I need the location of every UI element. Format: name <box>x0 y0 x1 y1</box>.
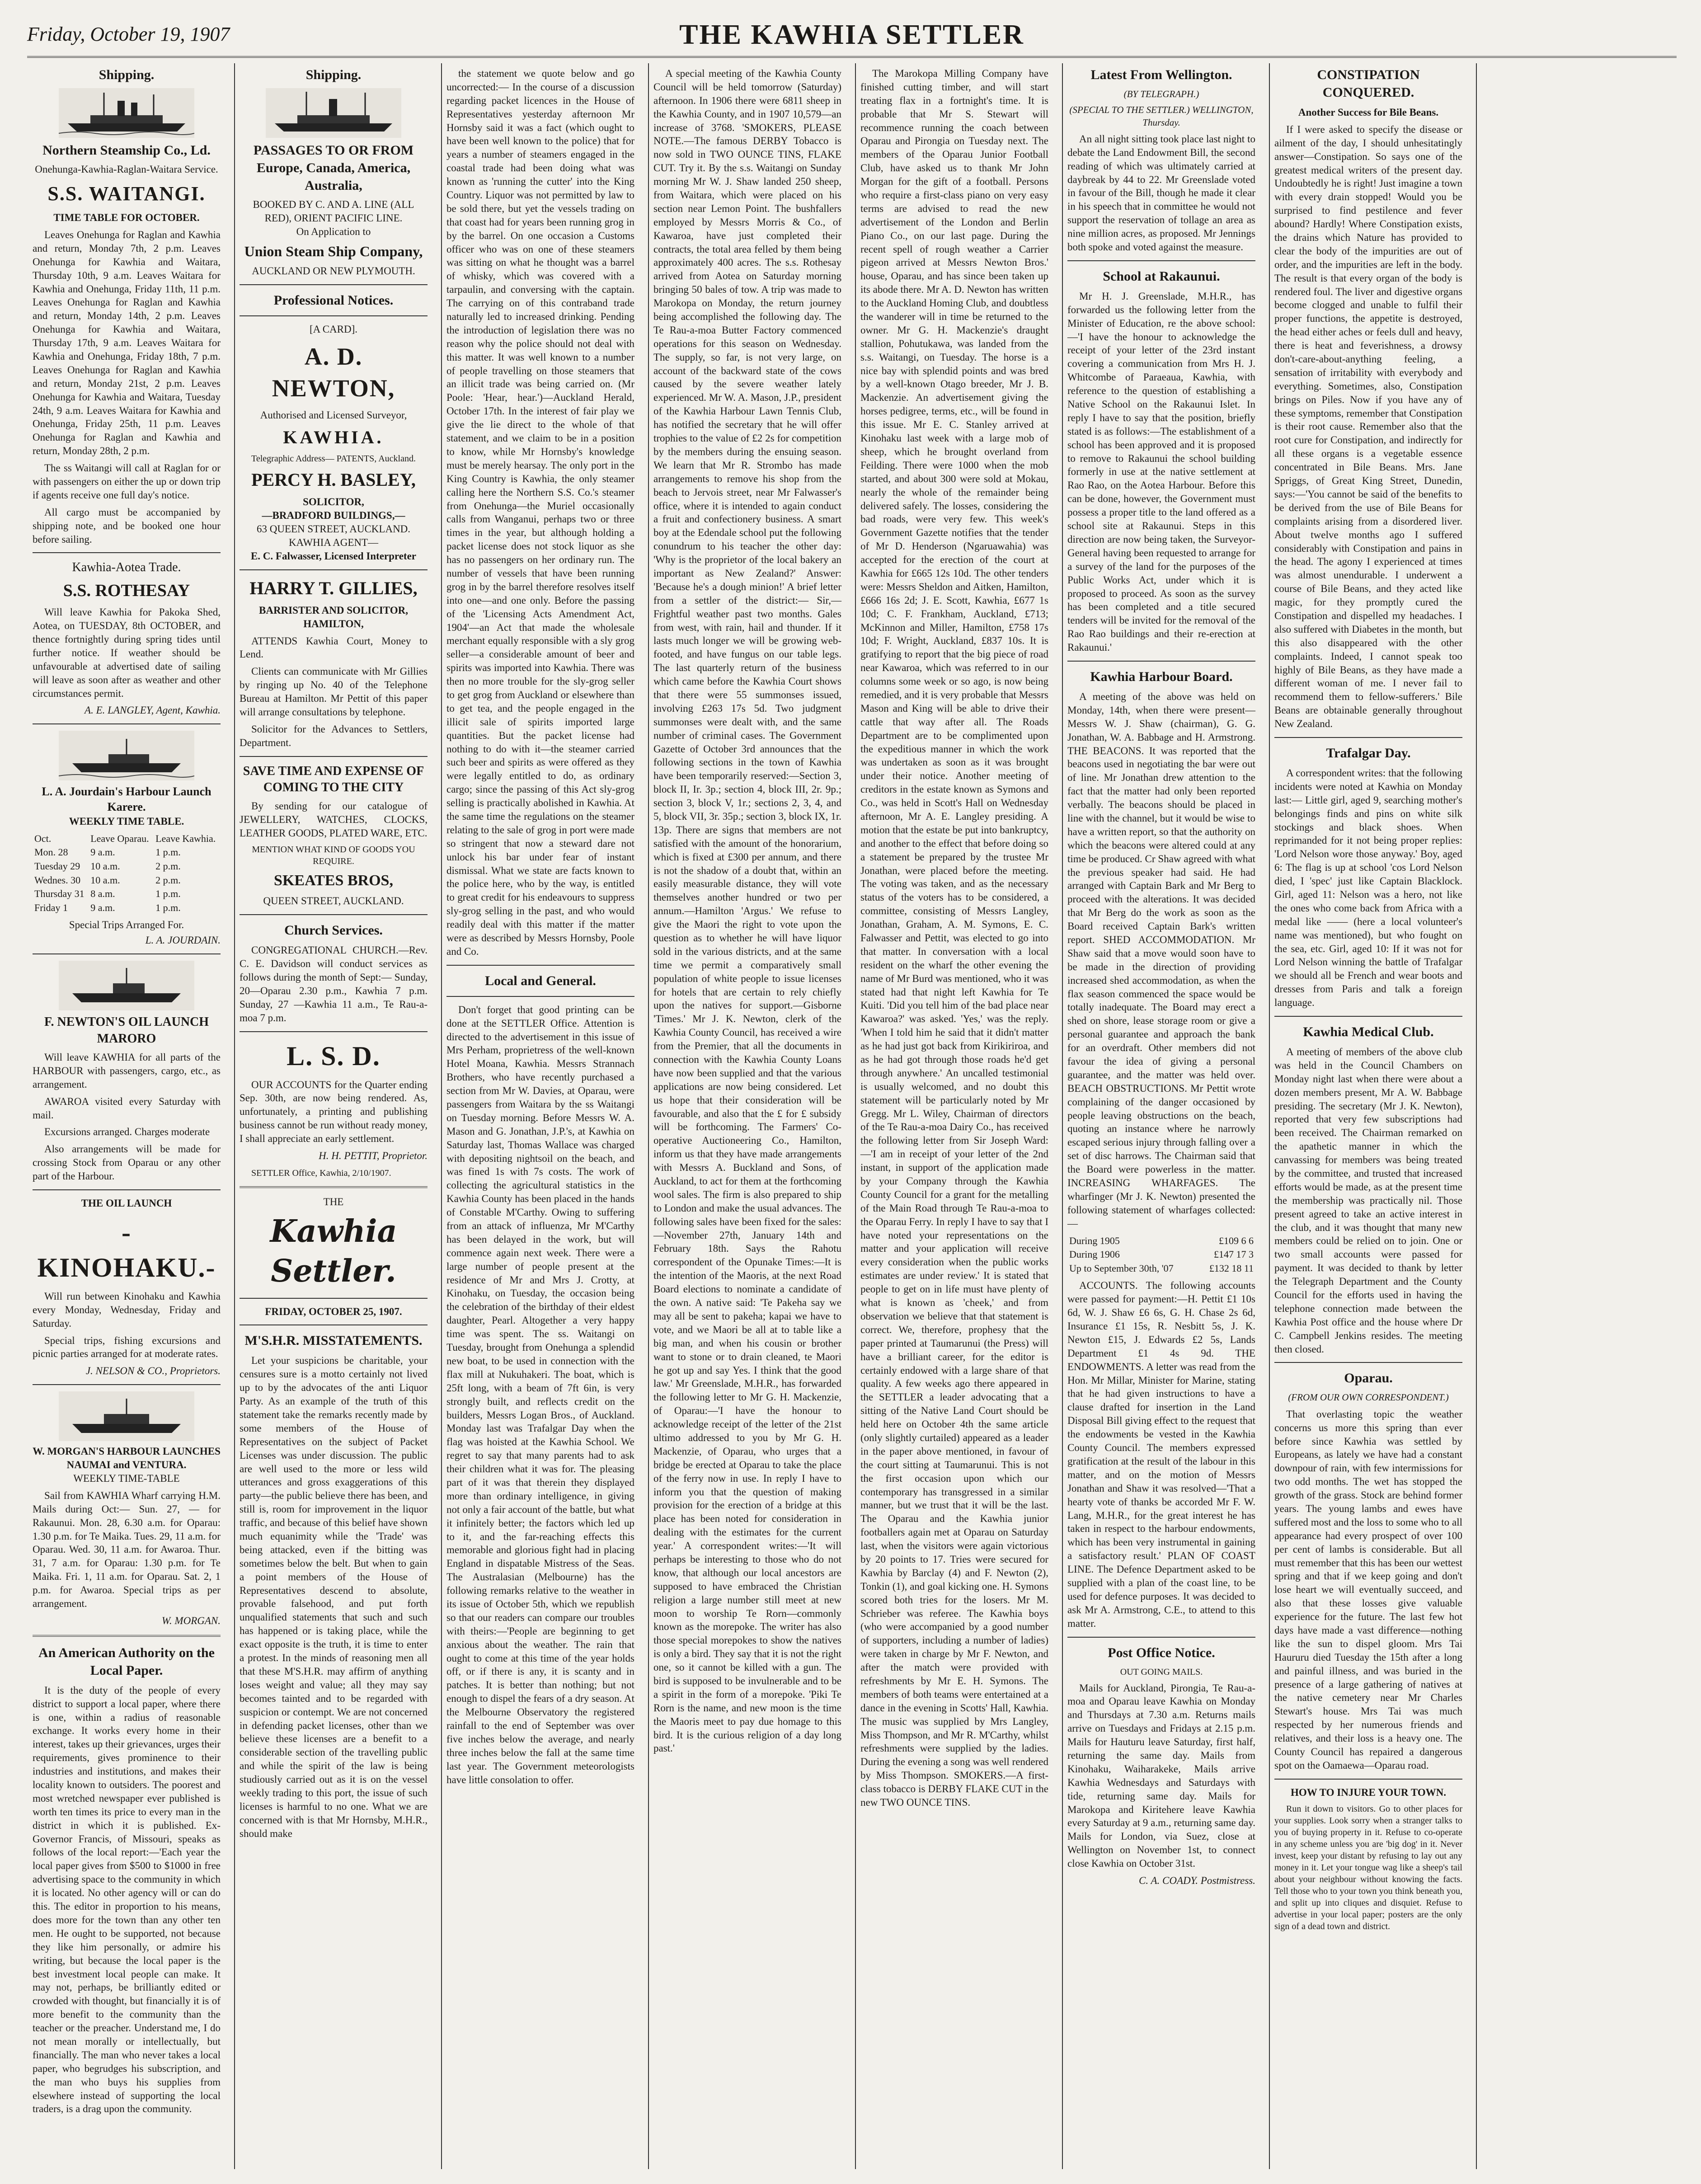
save-time-heading: SAVE TIME AND EXPENSE OF COMING TO THE CITY <box>243 764 424 795</box>
shipping-heading: Shipping. <box>99 67 155 82</box>
column-6 <box>1062 63 1261 2169</box>
kinohaku-text: Will run between Kinohaku and Kawhia every Monday, Wednesday, Friday and Saturday. <box>33 1290 221 1329</box>
local-news-text-2: The Marokopa Milling Company have finished cutting timber, and will start treating flax in a fortnight's time. It is probable that Mr S. Stewart will recommence running the coach between Oparau and Pirongia on Tuesday next. The members of the Oparau Junior Football Club, have asked us to thank Mr John Morgan for the gift of a football. Persons who require a first-class piano on very easy terms are advised to read the new advertisement of the London and Berlin Piano Co., on our last page. During the recent spell of rough weather a Carrier pigeon arrived at Messrs Newton Bros.' house, Oparau, and has since been taken up its abode there. Mr A. D. Newton has written to the Auckland Homing Club, and doubtless the wanderer will in time be returned to the owner. Mr G. H. Mackenzie's draught stallion, Pohutukawa, was landed from the s.s. Waitangi, on Tuesday. The horse is a nice bay with splendid points and was bred by a well-known Otago breeder, Mr J. B. Mackenzie. An advertisement giving the horses pedigree, terms, etc., will be found in this issue. Mr E. C. Stanley arrived at Kinohaku last week with a large mob of sheep, which he brought overland from Feilding. There were 1000 when the mob started, and about 300 were sold at Mokau, nearly the whole of the remainder being delivered safely. The losses, considering the bad roads, were very few. This week's Government Gazette notifies that the tender of Mr D. Henderson (Ngaruawahia) was accepted for the erection of the court at Kawhia for £665 12s 10d. The other tenders were: Messrs Sheldon and Aitken, Hamilton, £666 16s 2d; J. E. Scott, Kawhia, £677 1s 10d; C. F. Frankham, Auckland, £713; McKinnon and Miller, Hamilton, £758 17s 10d; F. Wright, Auckland, £837 10s. It is gratifying to report that the big piece of road near Kawaroa, which was referred to in our columns some week or so ago, is now being remedied, and it is very probable that Messrs Mason and King will be able to drive their cattle that way after all. The Roads Department are to be complimented upon the expeditious manner in which the work was undertaken as soon as it was brought under their notice. Another meeting of creditors in the estate known as Symons and Co., was held in Scott's Hall on Wednesday afternoon, Mr A. E. Langley presiding. A motion that the estate be put into bankruptcy, and another to the effect that before doing so a statement be prepared by the trustee Mr Jonathan, were placed before the meeting. The voting was taken, and as the necessary status of the voters has to be considered, a committee, consisting of Messrs Langley, Jonathan, Graham, A. M. Symons, E. C. Falwasser and Pettit, was elected to go into that matter. In conversation with a local resident on the wharf the other evening the name of Mr Burd was mentioned, who it was stated had that night left Kawhia for Te Kuiti. 'Did you tell him of the bad place near Kawaroa?' was asked. 'Yes,' was the reply. 'When I told him he said that it didn't matter as he had just got back from Kirikiriroa, and as he had got through those roads he'd get through anywhere.' An uncalled testimonial is usually welcomed, and no doubt this statement will be particularly noted by Mr Gregg. Mr L. Wiley, Chairman of directors of the Te Rau-a-moa Dairy Co., has received the following letter from Sir Joseph Ward:—'I am in receipt of your letter of the 2nd instant, in support of the application made by your Company through the Kawhia County Council for a grant for the metalling of the Main Road through Te Rau-a-moa to the Oparau Ferry. In reply I have to say that I have noted your representations on the matter and your application will receive every consideration when the public works estimates are under review.' It is stated that people to get on in life must have plenty of what is known as 'cheek,' and from observation we believe that that statement is correct. We, therefore, prophesy that the paper printed at Taumarunui (the Press) will have a brilliant career, for the editor is certainly endowed with a large share of that quality. A few weeks ago there appeared in the SETTLER a leader advocating that a sitting of the Native Land Court should be held here on October 4th the same article (only slightly curtailed) appeared as a leader in the paper above mentioned, in favour of the court sitting at Taumarunui. This is not the first occasion upon which our contemporary has transgressed in a similar manner, but we trust that it will be the last. The Oparau and the Kawhia junior footballers again met at Oparau on Saturday last, when the visitors were again victorious by 20 points to 17. Tries were secured for Kawhia by Barclay (4) and F. Newton (2), Tonkin (1), and goal kicking one. H. Symons scored both tries for the losers. Mr M. Schrieber was referee. The Kawhia boys (who were accompanied by a good number of supporters, including a number of ladies) were taken in charge by Mr F. Newton, and after the match were provided with refreshments by Mr E. H. Symons. The members of both teams were entertained at a dance in the evening in Scotts' Hall, Kawhia. The music was supplied by Mrs Langley, Miss Thompson, and Mr R. M'Carthy, whilst refreshments were supplied by the ladies. During the evening a song was well rendered by Miss Thompson. SMOKERS.—A first-class tobacco is DERBY FLAKE CUT in the new TWO OUNCE TINS. <box>860 68 1048 1808</box>
tt-cell: Wednes. 30 <box>34 874 81 886</box>
wharfage-cell: Up to September 30th, '07 <box>1069 1262 1174 1274</box>
trafalgar-text: A correspondent writes: that the following incidents were noted at Kawhia on Monday last:— Little girl, aged 9, searching mother's belongings finds and pins on white silk stockings and black shoes. When reprimanded for it not being proper replies: 'Lord Nelson wore those anyway.' Boy, aged 6: The flag is up at school 'cos Lord Nelson died, I 'spec' just like Captain Blacklock. Girl, aged 11: Nelson was a hero, not like the ones who come back from Africa with a medal like —— (here a local volunteer's name was mentioned), but who fought on the sea, etc. Girl, aged 10: If it was not for Lord Nelson winning the battle of Trafalgar we should all be French and wear boots and dresses from Paris and talk a foreign language. <box>1274 767 1462 1009</box>
steamship-icon <box>59 88 194 138</box>
clients-text: Clients can communicate with Mr Gillies by ringing up No. 40 of the Telephone Bureau at Hamilton. Mr Pettit of this paper will arrange consultations by telephone. <box>240 666 428 718</box>
church-heading: Church Services. <box>284 923 383 938</box>
hamilton-label: HAMILTON, <box>303 618 364 629</box>
tt-cell: Thursday 31 <box>34 888 85 900</box>
awaroa-note: AWAROA visited every Saturday with mail. <box>33 1095 221 1121</box>
outgoing-mails: OUT GOING MAILS. <box>1120 1667 1203 1677</box>
save-time-text: By sending for our catalogue of JEWELLERY, WATCHES, CLOCKS, LEATHER GOODS, PLATED WARE, ETC. <box>240 800 428 839</box>
medical-heading: Kawhia Medical Club. <box>1303 1024 1434 1039</box>
column-1 <box>27 63 226 2169</box>
pettit-signature: H. H. PETTIT, Proprietor. <box>319 1150 428 1161</box>
steamship-illustration-2 <box>266 88 401 138</box>
kinohaku-name: -KINOHAKU.- <box>37 1217 216 1282</box>
tt-cell: 9 a.m. <box>90 902 115 913</box>
wharfage-cell: £147 17 3 <box>1214 1249 1254 1260</box>
professional-heading: Professional Notices. <box>273 293 394 308</box>
tt-header: Oct. <box>34 832 52 844</box>
tt-cell: Friday 1 <box>34 902 68 913</box>
harbour-heading: Kawhia Harbour Board. <box>1090 669 1233 684</box>
solicitor-advances: Solicitor for the Advances to Settlers, Department. <box>240 723 428 748</box>
tt-cell: 8 a.m. <box>90 888 115 900</box>
card-label: [A CARD]. <box>309 324 358 335</box>
stock-note: Also arrangements will be made for crossing Stock from Oparau or any other part of the Harbour. <box>33 1143 221 1182</box>
union-location: AUCKLAND OR NEW PLYMOUTH. <box>252 265 415 277</box>
booked-line: BOOKED BY C. AND A. LINE (ALL RED), ORIENT PACIFIC LINE. <box>253 199 414 224</box>
masthead-title: THE KAWHIA SETTLER <box>679 19 1024 50</box>
tt-header: Leave Kawhia. <box>155 832 216 844</box>
launch-icon <box>59 731 194 780</box>
american-text: It is the duty of the people of every district to support a local paper, where there is one, within a radius of reasonable exchange. It works every home in their interest, takes up their grievances, urges their requirements, gives prominence to their industries and institutions, and makes their locality known to outsiders. The poorest and most wretched newspaper ever published is worth ten times its price to every man in the district in which it is published. Ex-Governor Francis, of Missouri, speaks as follows of the local report:—'Each year the local paper gives from $500 to $1000 in free advertising space to the community in which it is located. No other agency will or can do this. The editor in proportion to his means, does more for the town than any other ten men. He ought to be supported, not because they like him personally, or admire his writing, but because the local paper is the best investment local people can make. It may not, perhaps, be brilliantly edited or crowded with thought, but financially it is of more benefit to the community than the teacher or the preacher. Understand me, I do not mean morally or intellectually, but financially. The man who never takes a local paper, who begrudges his subscription, and the man who buys his supplies from elsewhere instead of supporting the local traders, is a drag upon the community. <box>33 1684 221 2115</box>
weekly-timetable-heading: WEEKLY TIME TABLE. <box>69 815 184 827</box>
launch-illustration <box>59 731 194 780</box>
wharfage-cell: £132 18 11 <box>1209 1262 1254 1274</box>
tt-cell: Tuesday 29 <box>34 860 80 872</box>
msr-heading: M'S.H.R. MISSTATEMENTS. <box>244 1333 423 1348</box>
column-3 <box>441 63 640 2169</box>
wellington-text: An all night sitting took place last night to debate the Land Endowment Bill, the second reading of which was ultimately carried at daybreak by 44 to 22. Mr Greenslade voted in favour of the Bill, though he made it clear in his speech that in committee he would not support the reservation of tollage an area as nine million acres, as proposed. Mr Jennings both spoke and voted against the measure. <box>1067 133 1255 253</box>
wharfage-cell: During 1906 <box>1069 1249 1120 1260</box>
trade-heading: Kawhia-Aotea Trade. <box>72 560 181 575</box>
timetable-heading: TIME TABLE FOR OCTOBER. <box>53 212 200 224</box>
page-columns <box>27 63 1677 2169</box>
injure-heading: HOW TO INJURE YOUR TOWN. <box>1290 1786 1446 1798</box>
column-7 <box>1269 63 1468 2169</box>
oparau-heading: Oparau. <box>1344 1371 1393 1386</box>
school-text: Mr H. J. Greenslade, M.H.R., has forwarded us the following letter from the Minister of Education, re the above school:—'I have the honour to acknowledge the receipt of your letter of the 23rd instant covering a communication from Mrs H. J. Whitcombe of Paraeaua, Kawhia, with reference to the question of establishing a Native School on the Rakaunui Islet. In reply I have to say that the position, briefly stated is as follows:—The establishment of a school has been approved and it is proposed to remove to Rakaunui the school building formerly in use at the native settlement at Rao Rao, on the Aotea Harbour. Before this can be done, however, the Government must possess a proper title to the land offered as a school site at Rakaunui. Steps in this direction are now being taken, the Surveyor-General having been requested to arrange for a survey of the land for the purposes of the Public Works Act, under which it is proposed to proceed. As soon as the survey has been completed and a title secured tenders will be invited for the removal of the Rao Rao buildings and their re-erection at Rakaunui.' <box>1067 290 1255 653</box>
medical-text: A meeting of members of the above club was held in the Council Chambers on Monday night last when there were about a dozen members present, Mr A. W. Babbage presiding. The secretary (Mr J. K. Newton), reported that very few subscriptions had been received. The Chairman remarked on the apathetic manner in which the canvassing for members was being treated by the committee, and trusted that increased efforts would be made, as at the present time the membership was practically nil. Those present agreed to take an active interest in the club, and it was thought that many new members could be relied on to join. One or two small accounts were passed for payment. It was decided to thank by letter the Telegraph Department and the County Council for the efforts used in having the telephone connection made between the Kawhia Post office and the house where Dr C. Campbell Jenkins resides. The meeting then closed. <box>1274 1046 1462 1355</box>
mention-line: MENTION WHAT KIND OF GOODS YOU REQUIRE. <box>252 845 415 867</box>
jourdain-signature: L. A. JOURDAIN. <box>145 935 221 946</box>
masthead-date: Friday, October 19, 1907 <box>27 23 230 45</box>
waitangi-note: The ss Waitangi will call at Raglan for or with passengers on either the up or down trip if agents receive one full day's notice. <box>33 462 221 501</box>
constipation-text: If I were asked to specify the disease or ailment of the day, I should unhesitatingly answer—Constipation. So says one of the greatest medical writers of the present day. Undoubtedly he is right! Just imagine a town with every drain stopped! Would you be surprised to find pestilence and fever abound? Hardly! Where Constipation exists, the drains which Nature has provided to clear the body of the impurities are out of order, and the impurities are left in the body. The result is that every organ of the body is rendered foul. The liver and digestive organs become clogged and unable to fulfil their proper functions, the appetite is destroyed, the head either aches or feels dull and heavy, there is heat and feverishness, a drowsy don't-care-about-anything feeling, a sensation of irritability with everybody and everything. Sometimes, also, Constipation brings on Piles. Now if you have any of these symptoms, remember that Constipation is their root cause. Remember also that the root cure for Constipation, and indirectly for all these organs is a vegetable essence concentrated in Bile Beans. Mrs. Jane Spriggs, of Great King Street, Dunedin, says:—'You cannot be said of the benefits to be derived from the use of Bile Beans for complaints arising from a disordered liver. About twelve months ago I suffered considerably with Constipation and pains in the head. The agony I experienced at times was almost unendurable. I underwent a course of Bile Beans, and they acted like magic, for they promptly cured the Constipation and dispelled my headaches. I also suffered with Diabetes in the month, but this also disappeared with the other complaints. Indeed, I cannot speak too highly of Bile Beans, as they have made a different woman of me. I never fail to recommend them to fellow-sufferers.' Bile Beans are obtainable generally throughout New Zealand. <box>1274 123 1462 730</box>
morgan-weekly: WEEKLY TIME-TABLE <box>73 1473 180 1484</box>
tt-cell: 10 a.m. <box>90 860 120 872</box>
wellington-heading: Latest From Wellington. <box>1090 67 1232 82</box>
tt-cell: 1 p.m. <box>155 846 181 858</box>
kawhia-settler-title: Kawhia Settler. <box>270 1213 397 1290</box>
post-office-heading: Post Office Notice. <box>1108 1645 1215 1660</box>
tt-cell: Mon. 28 <box>34 846 68 858</box>
table-row <box>33 887 221 901</box>
local-general-heading: Local and General. <box>485 973 596 988</box>
tt-cell: 1 p.m. <box>155 902 181 913</box>
school-heading: School at Rakaunui. <box>1103 268 1220 284</box>
rothesay-text: Will leave Kawhia for Pakoka Shed, Aotea, on TUESDAY, 8th OCTOBER, and thence fortnightly during spring tides until further notice. If weather should be unfavourable at advertised date of sailing will leave as soon after as weather and other circumstances permit. <box>33 606 221 699</box>
special-trips: Special Trips Arranged For. <box>69 919 184 931</box>
tt-cell: 1 p.m. <box>155 888 181 900</box>
table-row <box>1067 1262 1255 1276</box>
tt-cell: 2 p.m. <box>155 860 181 872</box>
the-label: THE <box>323 1196 344 1207</box>
route-name: Onehunga-Kawhia-Raglan-Waitara Service. <box>35 164 218 175</box>
langley-signature: A. E. LANGLEY, Agent, Kawhia. <box>85 705 221 716</box>
nelson-signature: J. NELSON & CO., Proprietors. <box>85 1365 221 1377</box>
kawhia-agent: KAWHIA AGENT— <box>288 536 379 548</box>
launch-icon <box>59 1391 194 1441</box>
tt-cell: 2 p.m. <box>155 874 181 886</box>
steamship-icon <box>266 88 401 138</box>
table-row <box>1067 1234 1255 1248</box>
local-general-text: Don't forget that good printing can be done at the SETTLER Office. Attention is directed to the advertisement in this issue of Mrs Perham, proprietress of the well-known Hotel Moana, Kawhia. Messrs Strannach Brothers, who have recently purchased a section from Mr W. Davies, at Oparau, were passengers from Waitara by the ss Waitangi on Tuesday morning. Before Messrs W. A. Mason and G. Jonathan, J.P.'s, at Kawhia on Saturday last, Thomas Wallace was charged with depositing nightsoil on the beach, and was fined 1s with 7s costs. The work of collecting the agricultural statistics in the Kawhia County has been placed in the hands of Constable M'Carthy. Owing to suffering from an attack of influenza, Mr M'Carthy has been delayed in the work, but will commence again next week. There were a large number of people present at the residence of Mr and Mrs J. Crotty, at Kinohaku, on Tuesday, the occasion being the celebration of the birthday of their eldest daughter, Pearl. Altogether a very happy time was spent. The ss. Waitangi on Tuesday, brought from Onehunga a splendid new boat, to be used in connection with the flax mill at Nukuhakeri. The boat, which is 25ft long, with a beam of 7ft 6in, is very strongly built, and reflects credit on the builders, Messrs Logan Bros., of Auckland. Monday last was Trafalgar Day when the flag was hoisted at the Kawhia School. We regret to say that many parents had to ask their children what it was for. The pleasing part of it was that therein they displayed more than ordinary intelligence, in giving not only a fair account of the battle, but what it infinitely better; the factors which led up to it, and the far-reaching effects this memorable and glorious fight had in placing England in dispatable Mistress of the Seas. The Australasian (Melbourne) has the following remarks relative to the weather in its issue of October 5th, which we republish so that our readers can compare our troubles with theirs:—'People are beginning to get anxious about the weather. The rain that ought to come at this time of the year holds off, or if there is any, it is scanty and in patches. It is better than nothing; but not enough to dispel the fears of a dry season. At the Melbourne Observatory the registered rainfall to the end of September was over five inches below the average, and nearly three inches below the fall at the same time last year. The Government meteorologists have little consolation to offer. <box>446 1004 634 1785</box>
company-name: Northern Steamship Co., Ld. <box>42 143 211 158</box>
constipation-heading: CONSTIPATION CONQUERED. <box>1317 67 1420 100</box>
passages-ad: PASSAGES TO OR FROM Europe, Canada, America, Australia, <box>253 143 414 193</box>
rothesay-name: S.S. ROTHESAY <box>63 581 190 600</box>
masthead <box>27 13 1677 58</box>
column-4 <box>648 63 847 2169</box>
basley-name: PERCY H. BASLEY, <box>251 470 416 490</box>
issue-date: FRIDAY, OCTOBER 25, 1907. <box>265 1306 402 1317</box>
wharfage-cell: £109 6 6 <box>1219 1235 1254 1246</box>
falwasser-line: E. C. Falwasser, Licensed Interpreter <box>250 550 417 562</box>
newton-launch-text: Will leave KAWHIA for all parts of the HARBOUR with passengers, cargo, etc., as arrangement. <box>33 1051 221 1090</box>
constipation-subheading: Another Success for Bile Beans. <box>1298 107 1439 118</box>
kinohaku-note: Special trips, fishing excursions and picnic parties arranged for at moderate rates. <box>33 1334 221 1360</box>
timetable-text: Leaves Onehunga for Raglan and Kawhia and return, Monday 7th, 2 p.m. Leaves Onehunga for Kawhia and Waitara, Thursday 10th, 9 a.m. Leaves Waitara for Kawhia and Onehunga, Friday 11th, 11 p.m. Leaves Onehunga for Raglan and Kawhia and return, Monday 14th, 2 p.m. Leaves Onehunga for Kawhia and Waitara, Thursday 17th, 9 a.m. Leaves Waitara for Kawhia and Onehunga, Friday 18th, 7 p.m. Leaves Onehunga for Raglan and Kawhia and return, Monday 21st, 2 p.m. Leaves Onehunga for Kawhia and Waitara, Tuesday 24th, 9 a.m. Leaves Waitara for Kawhia and Onehunga, Friday 25th, 11 p.m. Leaves Onehunga for Raglan and Kawhia and return, Monday 28th, 2 p.m. <box>33 229 221 457</box>
wellington-byline: (BY TELEGRAPH.) <box>1123 89 1199 99</box>
lsd-heading: L. S. D. <box>287 1041 381 1071</box>
barrister-label: BARRISTER AND SOLICITOR, <box>259 604 408 616</box>
newton-name: A. D. NEWTON, <box>272 343 395 402</box>
launch-illustration-3 <box>59 1391 194 1441</box>
tt-cell: 9 a.m. <box>90 846 115 858</box>
church-text: CONGREGATIONAL CHURCH.—Rev. C. E. Davidson will conduct services as follows during the month of Sept:— Sunday, 20—Oparau 2.30 p.m., Kawhia 7 p.m. Sunday, 27 —Kawhia 11 a.m., Te Rau-a-moa 7 p.m. <box>240 944 428 1024</box>
trafalgar-heading: Trafalgar Day. <box>1326 745 1411 761</box>
union-name: Union Steam Ship Company, <box>244 243 423 259</box>
morgan-heading: W. MORGAN'S HARBOUR LAUNCHES NAUMAI and VENTURA. <box>33 1446 221 1471</box>
table-row <box>33 845 221 860</box>
hornsby-article: the statement we quote below and go uncorrected:— In the course of a discussion regarding packet licences in the House of Representatives yesterday afternoon Mr Hornsby said it was a fact (which ought to have been well known to the police) that for years a number of steamers engaged in the coastal trade had been doing what was known as 'running the cutter' into the King Country. Liquor was not permitted by law to be sold there, but yet the vessels trading on that coast had for years been running grog in by the barrel. On one occasion a Customs officer who was on one of these steamers was sitting on what he thought was a barrel of whisky, which was covered with a tarpaulin, and conversing with the captain. The carrying on of this contraband trade naturally led to increased drinking. Pending the introduction of legislation there was no reason why the police should not deal with this matter. It was well known to a number of people travelling on those steamers that an illicit trade was being carried on. (Mr Poole: 'Hear, hear.')—Auckland Herald, October 17th. In the interest of fair play we give the lie direct to the whole of that statement, and we claim to be in a position to know, while Mr Hornsby's knowledge must be merely hearsay. The only port in the King Country is Kawhia, the only steamer calling here the Northern S.S. Co.'s steamer from Onehunga—the Muriel occasionally calls from Wanganui, perhaps two or three times in the year, but although holding a packet license does not stock liquor as she has no passengers on her ordinary run. The number of vessels that have been running grog in by the barrel therefore resolves itself into one—and one only. Before the passing of the 'Licensing Acts Amendment Act, 1904'—an Act that made the wholesale merchant equally responsible with a sly grog seller—a considerable amount of beer and spirits was imported into Kawhia. There was then no more trouble for the sly-grog seller to get grog from Auckland or elsewhere than to get tea, and the people engaged in the illicit sale of spirits imported large quantities. But the packet license had nothing to do with it—the steamer carried such beer and spirits as were offered as they were legally entitled to do, as ordinary cargo; since the passing of this Act sly-grog selling is practically abolished in Kawhia. At the same time the regulations on the steamer relating to the sale of grog in port were made so stringent that now a steward dare not unlock his bar under fear of instant dismissal. What we state are facts known to the police here, who by the way, is entitled to great credit for his endeavours to suppress sly-grog selling in the past, and who would readily deal with this matter if the matter were as described by Messrs Hornsby, Poole and Co. <box>446 68 634 957</box>
harbour-text: A meeting of the above was held on Monday, 14th, when there were present—Messrs W. J. Shaw (chairman), G. G. Jonathan, W. A. Babbage and H. Armstrong. THE BEACONS. It was reported that the beacons used in negotiating the bar were out of line. Mr Jonathan drew attention to the fact that the matter had only been reported verbally. The beacons should be placed in line with the channel, but it would be wise to have a written report, so that the authority on which the beacons were altered could at any time be produced. Cr Shaw agreed with what the previous speaker had said. He had arranged with Captain Bark and Mr Berg to proceed with the alterations. It was decided that Mr Berg do the work as soon as the Board received Captain Bark's written report. SHED ACCOMMODATION. Mr Shaw said that a move would soon have to be made in the direction of providing increased shed accommodation, as when the flax season commenced the space would be totally inadequate. The Board may erect a shed on shore, lease storage room or give a personal guarantee and approach the bank for an overdraft. Other members did not favour the idea of giving a personal guarantee, and the matter was held over. BEACH OBSTRUCTIONS. Mr Pettit wrote complaining of the danger occasioned by people leaving obstructions on the beach, quoting an instance where he narrowly escaped serious injury through falling over a set of disc harrows. The Chairman said that the Board were powerless in the matter. INCREASING WHARFAGES. The wharfinger (Mr J. K. Newton) presented the following statement of wharfages collected:— <box>1067 690 1255 1229</box>
launch-timetable <box>33 832 221 915</box>
oparau-byline: (FROM OUR OWN CORRESPONDENT.) <box>1288 1392 1449 1403</box>
settler-office: SETTLER Office, Kawhia, 2/10/1907. <box>251 1168 391 1178</box>
cargo-note: All cargo must be accompanied by shipping note, and be booked one hour before sailing. <box>33 506 221 545</box>
injure-text: Run it down to visitors. Go to other places for your supplies. Look sorry when a stranger talks to you of buying property in it. Refuse to co-operate in any scheme unless you are 'big dog' in it. Never invest, keep your distant by refusing to lay out any money in it. Let your tongue wag like a sheep's tail about your neighbour without knowing the facts. Tell those who to your town you think beneath you, and split up into cliques and disquiet. Refuse to advertise in your local paper; posters are the only sign of a dead town and district. <box>1274 1804 1462 1931</box>
newton-launch-heading: F. NEWTON'S OIL LAUNCH MARORO <box>44 1015 209 1046</box>
american-heading: An American Authority on the Local Paper. <box>38 1645 215 1678</box>
steamship-illustration <box>59 88 194 138</box>
shipping-heading-2: Shipping. <box>305 67 362 82</box>
newton-town: KAWHIA. <box>283 427 384 448</box>
launch-illustration-2 <box>59 961 194 1010</box>
wellington-special: (SPECIAL TO THE SETTLER.) WELLINGTON, Thursday. <box>1069 104 1254 128</box>
queen-street: 63 QUEEN STREET, AUCKLAND. <box>256 523 411 535</box>
table-row <box>33 874 221 888</box>
attends-line: ATTENDS Kawhia Court, Money to Lend. <box>240 635 428 660</box>
wharfage-cell: During 1905 <box>1069 1235 1120 1246</box>
gillies-name: HARRY T. GILLIES, <box>249 578 418 598</box>
msr-text: Let your suspicions be charitable, your censures sure is a motto certainly not lived up to by the advocates of the anti Liquor Party. As an example of the truth of this statement take the remarks recently made by some members of the House of Representatives on the subject of Packet Licenses was under discussion. The public are well used to the more or less wild utterances and gross exaggerations of this party—the public believe there has been, and still is, room for improvement in the liquor traffic, and because of this belief have shown much equanimity while the 'Trade' was being attacked, even if the bitting was sometimes below the belt. But when to gain a point members of the House of Representatives descend to absolute, provable falsehood, and put forth unqualified statements that such and such has happened or is taking place, while the exact opposite is the truth, it is time to enter a protest. In the minds of reasoning men all that these M'S.H.R. may affirm of anything loses weight and value; all they may say becomes tainted and to be regarded with suspicion or contempt. We are not concerned in defending packet licenses, other than we believe these licenses are a benefit to a considerable section of the travelling public and while the spirit of the law is being studiously carried out as it is on the vessel weekly trading to this port, the issue of such licenses is harmful to no one. What we are concerned with is that Mr Hornsby, M.H.R., should make <box>240 1355 428 1839</box>
column-5 <box>855 63 1054 2169</box>
excursions-note: Excursions arranged. Charges moderate <box>44 1126 210 1138</box>
coady-signature: C. A. COADY. Postmistress. <box>1139 1874 1255 1886</box>
table-row <box>33 901 221 915</box>
solicitor-label: SOLICITOR, <box>303 496 364 508</box>
newton-title: Authorised and Licensed Surveyor, <box>260 409 407 421</box>
accounts-text: OUR ACCOUNTS for the Quarter ending Sep. 30th, are now being rendered. As, unfortunately, a printing and publishing business cannot be run without ready money, I shall appreciate an early settlement. <box>240 1079 428 1145</box>
skeates-name: SKEATES BROS, <box>274 872 393 889</box>
table-row <box>1067 1248 1255 1262</box>
morgan-signature: W. MORGAN. <box>161 1615 221 1626</box>
oil-launch-heading: THE OIL LAUNCH <box>81 1197 172 1209</box>
apply-line: On Application to <box>296 225 371 237</box>
tt-header: Leave Oparau. <box>90 832 149 844</box>
morgan-text: Sail from KAWHIA Wharf carrying H.M. Mails during Oct:— Sun. 27, — for Rakaunui. Mon. 28, 6.30 a.m. for Oparau: 1.30 p.m. for Te Maika. Tues. 29, 11 a.m. for Oparau. Wed. 30, 11 a.m. for Awaroa. Thur. 31, 7 a.m. for Oparau: 1.30 p.m. for Te Maika. Fri. 1, 11 a.m. for Oparau. Sat. 2, 1 p.m. for Awaroa. Special trips as per arrangement. <box>33 1489 221 1610</box>
table-row <box>33 860 221 874</box>
local-news-text: A special meeting of the Kawhia County Council will be held tomorrow (Saturday) afternoon. In 1906 there were 6811 sheep in the Kawhia County, and in 1907 10,579—an increase of 3768. 'SMOKERS, PLEASE NOTE.—The famous DERBY Tobacco is now sold in TWO OUNCE TINS, FLAKE CUT. Try it. By the s.s. Waitangi on Sunday morning Mr W. J. Shaw landed 250 sheep, from Waitara, which were placed on his section near Lemon Point. The bushfallers employed by Messrs Morris & Co., of Kawaroa, have just completed their contracts, the total area felled by them being approximately 400 acres. The s.s. Rothesay arrived from Aotea on Saturday morning bringing 50 bales of tow. A trip was made to Marokopa on Monday, the return journey being accomplished the following day. The Te Rau-a-moa Butter Factory commenced operations for this season on Wednesday. The supply, so far, is not very large, on account of the backward state of the cows caused by the severe weather lately experienced. Mr W. A. Mason, J.P., president of the Kawhia Harbour Lawn Tennis Club, has notified the secretary that he will offer trophies to the value of £2 2s for competition by the members during the ensuing season. We learn that Mr R. Strombo has made arrangements to remove his shop from the beach to Jervois street, near Mr Falwasser's office, where it is intended to again conduct a fruit and confectionery business. A smart boy at the Edendale school put the following conundrum to his teacher the other day: 'Why is the proprietor of the local bakery an important as New Zealand?' Answer: 'Because he's a dough minion!' A brief letter from a settler of the district:— Sir,—Frightful weather past two months. Gales from west, with rain, hail and thunder. If it lasts much longer we will be growing web-footed, and have fungus on our table legs. The last quarterly return of the business which came before the Kawhia Court shows that there were 55 summonses issued, involving £263 17s 5d. Two judgment summonses were dealt with, and the same number of criminal cases. The Government Gazette of October 3rd announces that the following sections in the town of Kawhia have been temporarily reserved:—Section 3, block II, Ir. 3p.; section 4, block III, 2r. 9p.; section 3, block V, 1r.; sections 2, 3, 4, and 5, block VII, 3r. 35p.; section 3, block IX, 1r. 13p. There are signs that members are not satisfied with the amount of the honorarium, which is fixed at £300 per annum, and there is not the shadow of a doubt that, within an easily measurable distance, they will vote themselves another hundred or two per annum.—Hamilton 'Argus.' We refuse to give the Maori the right to vote upon the question as to whether he will have liquor sold in the various districts, and at the same time we permit a comparatively small population of white people to issue licenses for hotels that are certain to rely chiefly upon the natives for support.—Gisborne 'Times.' Mr J. K. Newton, clerk of the Kawhia County Council, has received a wire from the Premier, that all the documents in connection with the Kawhia County Loans have now been supplied and that the various applications are now being considered. Let us hope that their consideration will be favourable, and also that the £ for £ subsidy will be forthcoming. The Farmers' Co-operative Auctioneering Co., Hamilton, inform us that they have made arrangements with Messrs A. Buckland and Sons, of Auckland, to act for them at the forthcoming wool sales. The firm is also prepared to ship to London and make the usual advances. The following sales have been fixed for the sales:—November 27th, January 14th and February 18th. Says the Rahotu correspondent of the Opunake Times:—It is the intention of the Maoris, at the next Road Board elections to nominate a candidate of the own. A native said: 'Te Pakeha say we may all be sent to pakeha; kapai we have to vote, and we Maori be all at to table like a big man, and when his cousin or brother want to stone or to drain cleaned, te Maori he got up and say Yes. I think that the good law.' Mr Greenslade, M.H.R., has forwarded the following letter to Mr G. H. Mackenzie, of Oparau:—'I have the honour to acknowledge receipt of the letter of the 21st ultimo addressed to you by Mr G. H. Mackenzie, of Oparau, who urges that a bridge be erected at Oparau to take the place of the ferry now in use. In reply I have to inform you that the question of making provision for the erection of a bridge at this place has been noted for consideration in dealing with the estimates for the current year.' A correspondent writes:—'It will perhaps be interesting to those who do not know, that although our local ancestors are supposed to have embraced the Christian religion a large number still meet at new moon to worship Te Rorn—commonly known as the morepoke. The writer has also those special morepokes to show the natives is only a bird. They say that it is not the right one, so it cannot be killed with a gun. The bird is supposed to be invulnerable and to be a spirit in the form of a morepoke. 'Piki Te Rorn is the name, and new moon is the time the Maoris meet to pay due homage to this bird. It is the curious religion of a day long past.' <box>653 68 841 1754</box>
column-8 <box>1476 63 1677 2169</box>
oparau-text: That overlasting topic the weather concerns us more this spring than ever before since Kawhia was settled by Europeans, as lately we have had a constant downpour of rain, with few intermissions for two odd months. The wet has stopped the growth of the grass. Stock are behind former years. The young lambs and ewes have suffered most and the loss to some who to all appearance had every prospect of over 100 per cent of lambs is considerable. But all must remember that this has been our wettest spring and that if we keep going and don't lose heart we will eventually succeed, and also that these losses give valuable experience for the future. The last few hot days have made a vast difference—nothing like the sun to dispel gloom. Mrs Tai Haururu died Tuesday the 15th after a long and painful illness, and was buried in the presence of a large gathering of natives at the native cemetery near Mr Charles Stewart's house. Mrs Tai was much respected by her numerous friends and relatives, and their loss is a heavy one. The County Council has repaired a dangerous spot on the Oamaewa—Oparau road. <box>1274 1408 1462 1771</box>
bradford-buildings: —BRADFORD BUILDINGS,— <box>262 510 405 521</box>
post-office-text: Mails for Auckland, Pirongia, Te Rau-a-moa and Oparau leave Kawhia on Monday and Thursdays at 7.30 a.m. Returns mails arrive on Tuesdays and Fridays at 2.15 p.m. Mails for Hauturu leave Saturday, first half, returning the same day. Mails from Kinohaku, Waiharakeke, Mails arrive Kawhia Wednesdays and Saturdays with tide, returning same day. Mails for Marokopa and Kiritehere leave Kawhia every Saturday at 9 a.m., returning same day. Mails for London, via Suez, close at Wellington on November 1st, to connect close Kawhia on October 31st. <box>1067 1682 1255 1869</box>
tt-cell: 10 a.m. <box>90 874 120 886</box>
column-2 <box>234 63 433 2169</box>
harbour-text-2: ACCOUNTS. The following accounts were passed for payment:—H. Pettit £1 10s 6d, W. J. Shaw £6 6s, G. H. Chase 2s 6d, Insurance £1 15s, R. Nesbitt 5s, J. K. Newton £15, J. Edwards £2 5s, Lands Department £1 4s 9d. THE ENDOWMENTS. A letter was read from the Hon. Mr Millar, Minister for Marine, stating that he had given instructions to have a clause drafted for insertion in the Land Disposal Bill giving effect to the request that the endowments be vested in the Kawhia County Council. The members expressed gratification at the result of the labour in this matter, and on the motion of Messrs Jonathan and Shaw it was resolved—'That a hearty vote of thanks be accorded Mr F. W. Lang, M.H.R., for the great interest he has taken in respect to the harbour endowments, which has been very instrumental in gaining a satisfactory result.' PLAN OF COAST LINE. The Defence Department asked to be supplied with a plan of the coast line, to be used for defence purposes. It was decided to ask Mr A. Armstrong, C.E., to attend to this matter. <box>1067 1280 1255 1629</box>
launch-icon <box>59 961 194 1010</box>
newton-telegraph: Telegraphic Address— PATENTS, Auckland. <box>251 454 416 464</box>
skeates-address: QUEEN STREET, AUCKLAND. <box>263 895 404 907</box>
jourdain-heading: L. A. Jourdain's Harbour Launch Karere. <box>42 785 211 814</box>
ship-name: S.S. WAITANGI. <box>47 182 206 205</box>
wharfage-table <box>1067 1234 1255 1276</box>
